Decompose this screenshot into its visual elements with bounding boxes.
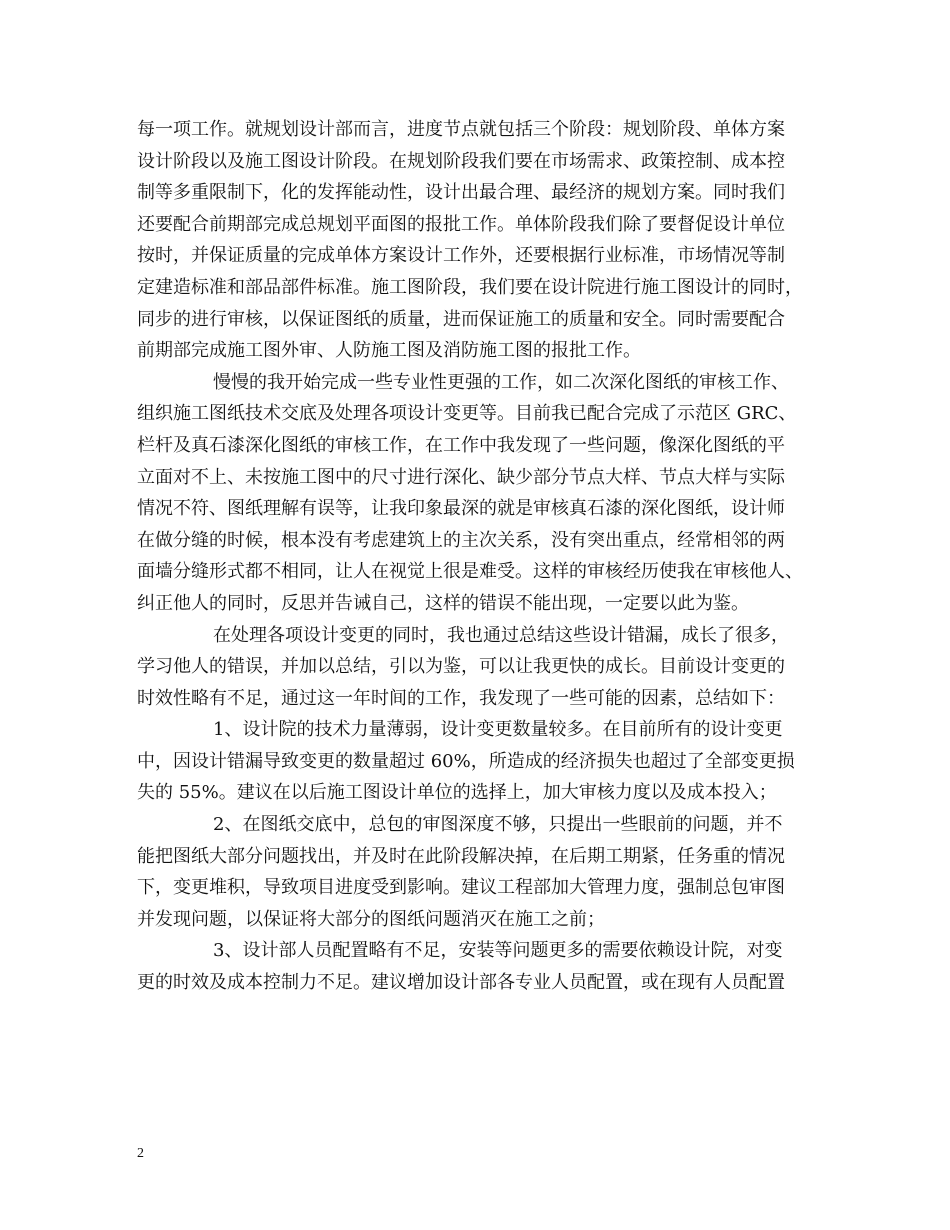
- text-line: 设计阶段以及施工图设计阶段。在规划阶段我们要在市场需求、政策控制、成本控: [137, 150, 785, 172]
- text-line: 前期部完成施工图外审、人防施工图及消防施工图的报批工作。: [137, 340, 641, 362]
- text-line: 时效性略有不足，通过这一年时间的工作，我发现了一些可能的因素，总结如下：: [137, 687, 785, 709]
- text-line: 并发现问题，以保证将大部分的图纸问题消灭在施工之前；: [137, 908, 605, 930]
- text-line: 下，变更堆积，导致项目进度受到影响。建议工程部加大管理力度，强制总包审图: [137, 877, 785, 899]
- text-line: 按时，并保证质量的完成单体方案设计工作外，还要根据行业标准，市场情况等制: [137, 245, 785, 267]
- page-number: 2: [137, 1146, 144, 1161]
- text-line: 组织施工图纸技术交底及处理各项设计变更等。目前我已配合完成了示范区 GRC、: [137, 403, 797, 425]
- paragraph-first-line: 3、设计部人员配置略有不足，安装等问题更多的需要依赖设计院，对变: [213, 940, 783, 962]
- text-line: 能把图纸大部分问题找出，并及时在此阶段解决掉，在后期工期紧，任务重的情况: [137, 845, 785, 867]
- text-line: 定建造标准和部品部件标准。施工图阶段，我们要在设计院进行施工图设计的同时，: [137, 276, 803, 298]
- text-line: 立面对不上、未按施工图中的尺寸进行深化、缺少部分节点大样、节点大样与实际: [137, 466, 785, 488]
- text-line: 失的 55%。建议在以后施工图设计单位的选择上，加大审核力度以及成本投入；: [137, 782, 777, 804]
- text-line: 面墙分缝形式都不相同，让人在视觉上很是难受。这样的审核经历使我在审核他人、: [137, 561, 803, 583]
- paragraph-first-line: 在处理各项设计变更的同时，我也通过总结这些设计错漏，成长了很多，: [213, 624, 789, 646]
- paragraph-first-line: 1、设计院的技术力量薄弱，设计变更数量较多。在目前所有的设计变更: [213, 719, 783, 741]
- text-line: 中，因设计错漏导致变更的数量超过 60%，所造成的经济损失也超过了全部变更损: [137, 750, 795, 772]
- text-line: 纠正他人的同时，反思并告诫自己，这样的错误不能出现，一定要以此为鉴。: [137, 592, 749, 614]
- text-line: 情况不符、图纸理解有误等，让我印象最深的就是审核真石漆的深化图纸，设计师: [137, 498, 785, 520]
- paragraph-first-line: 2、在图纸交底中，总包的审图深度不够，只提出一些眼前的问题，并不: [213, 814, 783, 836]
- text-line: 还要配合前期部完成总规划平面图的报批工作。单体阶段我们除了要督促设计单位: [137, 213, 785, 235]
- body-text: [137, 114, 837, 999]
- text-line: 同步的进行审核，以保证图纸的质量，进而保证施工的质量和安全。同时需要配合: [137, 308, 785, 330]
- text-line: 学习他人的错误，并加以总结，引以为鉴，可以让我更快的成长。目前设计变更的: [137, 656, 785, 678]
- text-line: 栏杆及真石漆深化图纸的审核工作，在工作中我发现了一些问题，像深化图纸的平: [137, 434, 785, 456]
- text-line: 在做分缝的时候，根本没有考虑建筑上的主次关系，没有突出重点，经常相邻的两: [137, 529, 785, 551]
- paragraph-first-line: 慢慢的我开始完成一些专业性更强的工作，如二次深化图纸的审核工作、: [213, 371, 789, 393]
- text-line: 制等多重限制下，化的发挥能动性，设计出最合理、最经济的规划方案。同时我们: [137, 182, 785, 204]
- text-line: 更的时效及成本控制力不足。建议增加设计部各专业人员配置，或在现有人员配置: [137, 972, 785, 994]
- text-line: 每一项工作。就规划设计部而言，进度节点就包括三个阶段：规划阶段、单体方案: [137, 119, 785, 140]
